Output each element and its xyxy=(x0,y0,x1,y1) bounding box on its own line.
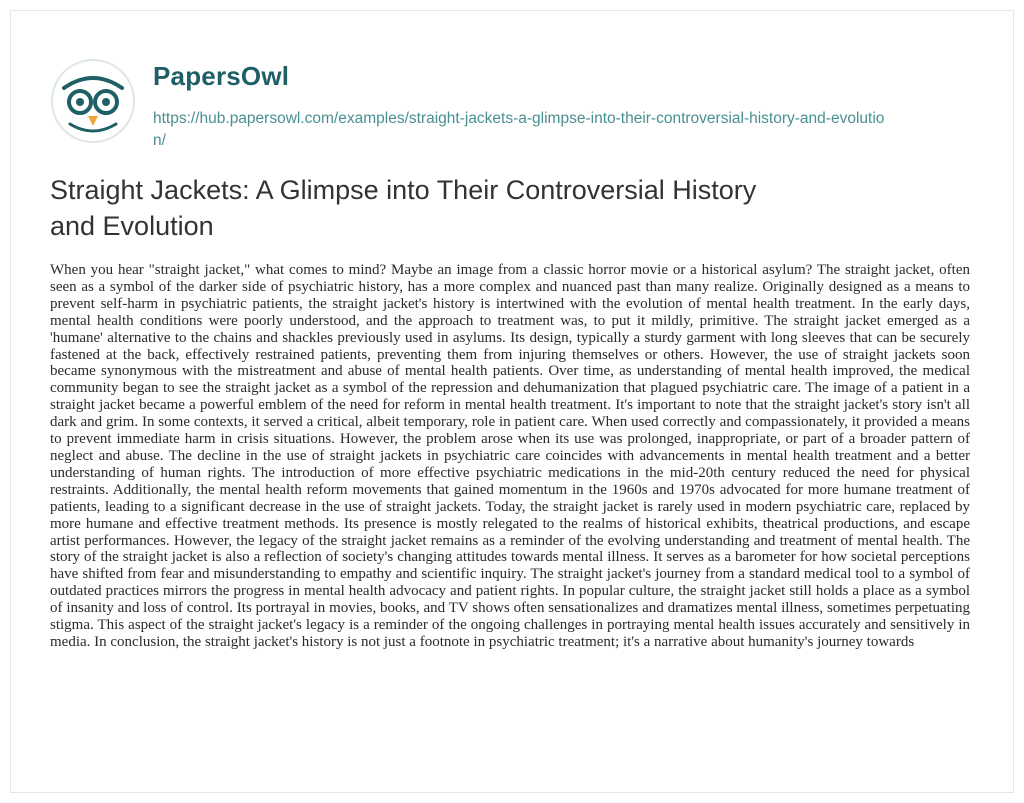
brand-name[interactable]: PapersOwl xyxy=(153,61,290,91)
source-url-link[interactable]: https://hub.papersowl.com/examples/straight-jackets-a-glimpse-into-their-controversial-history-and-evolution/ xyxy=(153,110,885,149)
essay-body: When you hear "straight jacket," what comes to mind? Maybe an image from a classic horror movie or a historical asylum? The straight jacket, often seen as a symbol of the darker side of psychiatric history, has a more complex and nuanced past than many realize. Originally designed as a means to prevent self-harm in psychiatric patients, the straight jacket's history is intertwined with the evolution of mental health treatment. In the early days, mental health conditions were poorly understood, and the approach to treatment was, to put it mildly, primitive. The straight jacket emerged as a 'humane' alternative to the chains and shackles previously used in asylums. Its design, typically a sturdy garment with long sleeves that can be securely fastened at the back, effectively restrained patients, preventing them from injuring themselves or others. However, the use of straight jackets soon became synonymous with the mistreatment and abuse of mental health patients. Over time, as understanding of mental health improved, the medical community began to see the straight jacket as a symbol of the repression and dehumanization that plagued psychiatric care. The image of a patient in a straight jacket became a powerful emblem of the need for reform in mental health treatment. It's important to note that the straight jacket's story isn't all dark and grim. In some contexts, it served a critical, albeit temporary, role in patient care. When used correctly and compassionately, it provided a means to prevent immediate harm in crisis situations. However, the problem arose when its use was prolonged, inappropriate, or part of a broader pattern of neglect and abuse. The decline in the use of straight jackets in psychiatric care coincides with advancements in mental health treatment and a better understanding of human rights. The introduction of more effective psychiatric medications in the mid-20th century reduced the need for physical restraints. Additionally, the mental health reform movements that gained momentum in the 1960s and 1970s advocated for more humane treatment of patients, leading to a significant decrease in the use of straight jackets. Today, the straight jacket is rarely used in modern psychiatric care, replaced by more humane and effective treatment methods. Its presence is mostly relegated to the realms of historical exhibits, theatrical productions, and escape artist performances. However, the legacy of the straight jacket remains as a reminder of the evolving understanding and treatment of mental health. The story of the straight jacket is also a reflection of society's changing attitudes towards mental illness. It serves as a barometer for how societal perceptions have shifted from fear and misunderstanding to empathy and scientific inquiry. The straight jacket's journey from a standard medical tool to a symbol of outdated practices mirrors the progress in mental health advocacy and patient rights. In popular culture, the straight jacket still holds a place as a symbol of insanity and loss of control. Its portrayal in movies, books, and TV shows often sensationalizes and dramatizes mental illness, sometimes perpetuating stigma. This aspect of the straight jacket's legacy is a reminder of the ongoing challenges in portraying mental health issues accurately and sensitively in media. In conclusion, the straight jacket's history is not just a footnote in psychiatric treatment; it's a narrative about humanity's journey towards xyxy=(50,262,970,650)
page-title: Straight Jackets: A Glimpse into Their Controversial History and Evolution xyxy=(50,175,757,241)
owl-logo-icon xyxy=(50,58,136,144)
site-header xyxy=(50,58,930,158)
